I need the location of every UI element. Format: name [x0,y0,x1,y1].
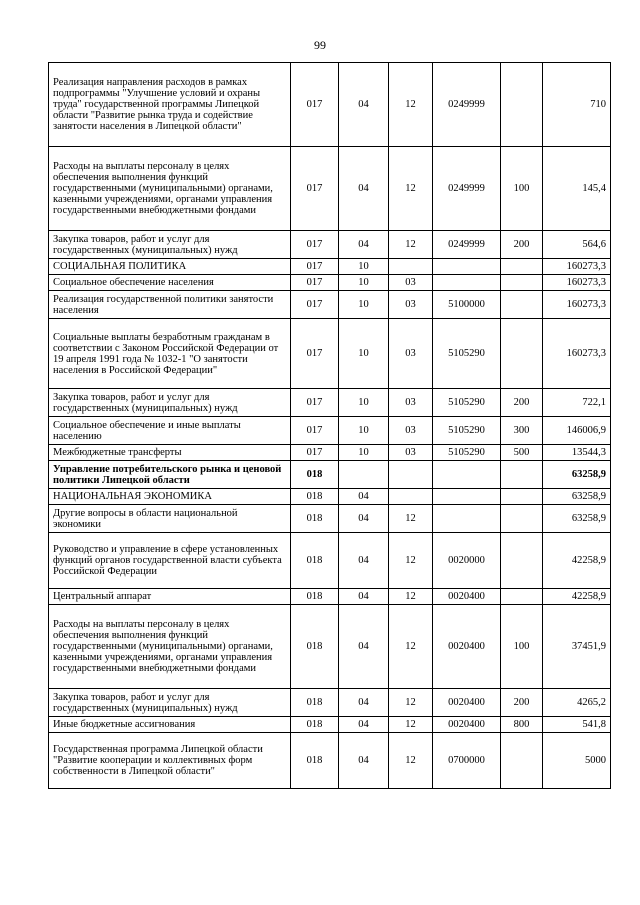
expense-type-code-cell [501,319,543,389]
amount-cell: 5000 [543,733,611,789]
article-code-cell [433,505,501,533]
admin-code-cell: 017 [291,259,339,275]
subsection-code-cell [389,489,433,505]
admin-code-cell: 018 [291,505,339,533]
section-code-cell: 04 [339,733,389,789]
article-code-cell [433,489,501,505]
expense-type-code-cell: 100 [501,605,543,689]
article-code-cell: 0020400 [433,689,501,717]
admin-code-cell: 017 [291,389,339,417]
section-code-cell: 04 [339,589,389,605]
table-row [49,275,611,291]
amount-cell: 160273,3 [543,291,611,319]
table-row [49,445,611,461]
subsection-code-cell: 12 [389,605,433,689]
amount-cell: 541,8 [543,717,611,733]
amount-cell: 160273,3 [543,275,611,291]
amount-cell: 63258,9 [543,461,611,489]
article-code-cell [433,275,501,291]
item-name-cell: Социальное обеспечение населения [49,275,291,291]
table-row [49,147,611,231]
amount-cell: 13544,3 [543,445,611,461]
admin-code-cell: 017 [291,291,339,319]
table-row [49,63,611,147]
expense-type-code-cell [501,589,543,605]
section-code-cell: 04 [339,605,389,689]
section-code-cell: 10 [339,291,389,319]
section-code-cell: 10 [339,417,389,445]
subsection-code-cell: 12 [389,63,433,147]
section-code-cell: 10 [339,275,389,291]
admin-code-cell: 017 [291,231,339,259]
section-code-cell: 04 [339,63,389,147]
article-code-cell [433,461,501,489]
table-row [49,417,611,445]
expense-type-code-cell [501,505,543,533]
item-name-cell: Закупка товаров, работ и услуг для государственных (муниципальных) нужд [49,231,291,259]
table-row [49,717,611,733]
article-code-cell: 0700000 [433,733,501,789]
item-name-cell: Социальные выплаты безработным гражданам в соответствии с Законом Российской Федерации от 19 апреля 1991 года № 1032-1 "О занятости населения в Российской Федерации" [49,319,291,389]
amount-cell: 722,1 [543,389,611,417]
item-name-cell: Центральный аппарат [49,589,291,605]
subsection-code-cell: 12 [389,689,433,717]
admin-code-cell: 017 [291,275,339,291]
section-code-cell: 04 [339,147,389,231]
table-row [49,231,611,259]
expense-type-code-cell [501,291,543,319]
item-name-cell: Межбюджетные трансферты [49,445,291,461]
expense-type-code-cell [501,733,543,789]
item-name-cell: Реализация государственной политики занятости населения [49,291,291,319]
item-name-cell: Реализация направления расходов в рамках подпрограммы "Улучшение условий и охраны труда" государственной программы Липецкой области "Развитие рынка труда и содействие занятости населения в Липецкой области" [49,63,291,147]
admin-code-cell: 018 [291,589,339,605]
section-code-cell: 10 [339,445,389,461]
subsection-code-cell: 12 [389,505,433,533]
subsection-code-cell [389,461,433,489]
item-name-cell: Иные бюджетные ассигнования [49,717,291,733]
table-row [49,291,611,319]
article-code-cell: 0020000 [433,533,501,589]
item-name-cell: Социальное обеспечение и иные выплаты населению [49,417,291,445]
section-code-cell: 10 [339,259,389,275]
article-code-cell: 0249999 [433,63,501,147]
section-code-cell [339,461,389,489]
expense-type-code-cell [501,489,543,505]
expense-type-code-cell: 200 [501,389,543,417]
article-code-cell: 0020400 [433,605,501,689]
article-code-cell: 5105290 [433,319,501,389]
admin-code-cell: 018 [291,605,339,689]
amount-cell: 146006,9 [543,417,611,445]
article-code-cell: 0249999 [433,147,501,231]
item-name-cell: Расходы на выплаты персоналу в целях обеспечения выполнения функций государственными (муниципальными) органами, казенными учреждениями, органами управления государственными внебюджетными фондами [49,605,291,689]
admin-code-cell: 018 [291,733,339,789]
table-row [49,259,611,275]
subsection-code-cell: 12 [389,733,433,789]
item-name-cell: Расходы на выплаты персоналу в целях обеспечения выполнения функций государственными (муниципальными) органами, казенными учреждениями, органами управления государственными внебюджетными фондами [49,147,291,231]
admin-code-cell: 017 [291,417,339,445]
subsection-code-cell: 12 [389,533,433,589]
table-row [49,533,611,589]
amount-cell: 4265,2 [543,689,611,717]
table-row [49,319,611,389]
subsection-code-cell: 03 [389,389,433,417]
expense-type-code-cell [501,63,543,147]
subsection-code-cell: 03 [389,445,433,461]
table-body [49,63,611,789]
amount-cell: 564,6 [543,231,611,259]
subsection-code-cell: 03 [389,319,433,389]
expense-type-code-cell: 100 [501,147,543,231]
section-code-cell: 04 [339,533,389,589]
article-code-cell: 5105290 [433,389,501,417]
section-code-cell: 04 [339,231,389,259]
item-name-cell: Другие вопросы в области национальной экономики [49,505,291,533]
item-name-cell: Закупка товаров, работ и услуг для государственных (муниципальных) нужд [49,389,291,417]
article-code-cell: 0020400 [433,589,501,605]
table-row [49,605,611,689]
admin-code-cell: 017 [291,445,339,461]
admin-code-cell: 018 [291,717,339,733]
subsection-code-cell: 12 [389,231,433,259]
table-row [49,489,611,505]
item-name-cell: Закупка товаров, работ и услуг для государственных (муниципальных) нужд [49,689,291,717]
table-row [49,589,611,605]
admin-code-cell: 017 [291,147,339,231]
table-row [49,689,611,717]
subsection-code-cell: 12 [389,589,433,605]
expense-type-code-cell [501,259,543,275]
expense-type-code-cell: 300 [501,417,543,445]
amount-cell: 145,4 [543,147,611,231]
item-name-cell: НАЦИОНАЛЬНАЯ ЭКОНОМИКА [49,489,291,505]
amount-cell: 63258,9 [543,505,611,533]
subsection-code-cell: 12 [389,717,433,733]
table-row [49,733,611,789]
section-code-cell: 04 [339,717,389,733]
section-code-cell: 04 [339,689,389,717]
amount-cell: 42258,9 [543,589,611,605]
admin-code-cell: 017 [291,319,339,389]
table-row [49,461,611,489]
article-code-cell: 0249999 [433,231,501,259]
section-code-cell: 04 [339,505,389,533]
item-name-cell: Руководство и управление в сфере установленных функций органов государственной власти субъекта Российской Федерации [49,533,291,589]
expense-type-code-cell: 800 [501,717,543,733]
subsection-code-cell: 03 [389,417,433,445]
item-name-cell: Государственная программа Липецкой области "Развитие кооперации и коллективных форм собственности в Липецкой области" [49,733,291,789]
admin-code-cell: 017 [291,63,339,147]
section-code-cell: 10 [339,319,389,389]
expense-type-code-cell [501,461,543,489]
subsection-code-cell: 03 [389,275,433,291]
page-number: 99 [314,38,326,52]
budget-table [48,62,611,789]
table-row [49,505,611,533]
expense-type-code-cell: 200 [501,231,543,259]
article-code-cell: 0020400 [433,717,501,733]
amount-cell: 160273,3 [543,259,611,275]
expense-type-code-cell [501,275,543,291]
expense-type-code-cell [501,533,543,589]
admin-code-cell: 018 [291,489,339,505]
article-code-cell [433,259,501,275]
article-code-cell: 5105290 [433,445,501,461]
article-code-cell: 5100000 [433,291,501,319]
amount-cell: 63258,9 [543,489,611,505]
subsection-code-cell [389,259,433,275]
article-code-cell: 5105290 [433,417,501,445]
admin-code-cell: 018 [291,689,339,717]
subsection-code-cell: 03 [389,291,433,319]
admin-code-cell: 018 [291,461,339,489]
section-code-cell: 10 [339,389,389,417]
amount-cell: 37451,9 [543,605,611,689]
expense-type-code-cell: 500 [501,445,543,461]
item-name-cell: СОЦИАЛЬНАЯ ПОЛИТИКА [49,259,291,275]
subsection-code-cell: 12 [389,147,433,231]
amount-cell: 710 [543,63,611,147]
table-row [49,389,611,417]
section-code-cell: 04 [339,489,389,505]
amount-cell: 160273,3 [543,319,611,389]
item-name-cell: Управление потребительского рынка и ценовой политики Липецкой области [49,461,291,489]
expense-type-code-cell: 200 [501,689,543,717]
amount-cell: 42258,9 [543,533,611,589]
admin-code-cell: 018 [291,533,339,589]
